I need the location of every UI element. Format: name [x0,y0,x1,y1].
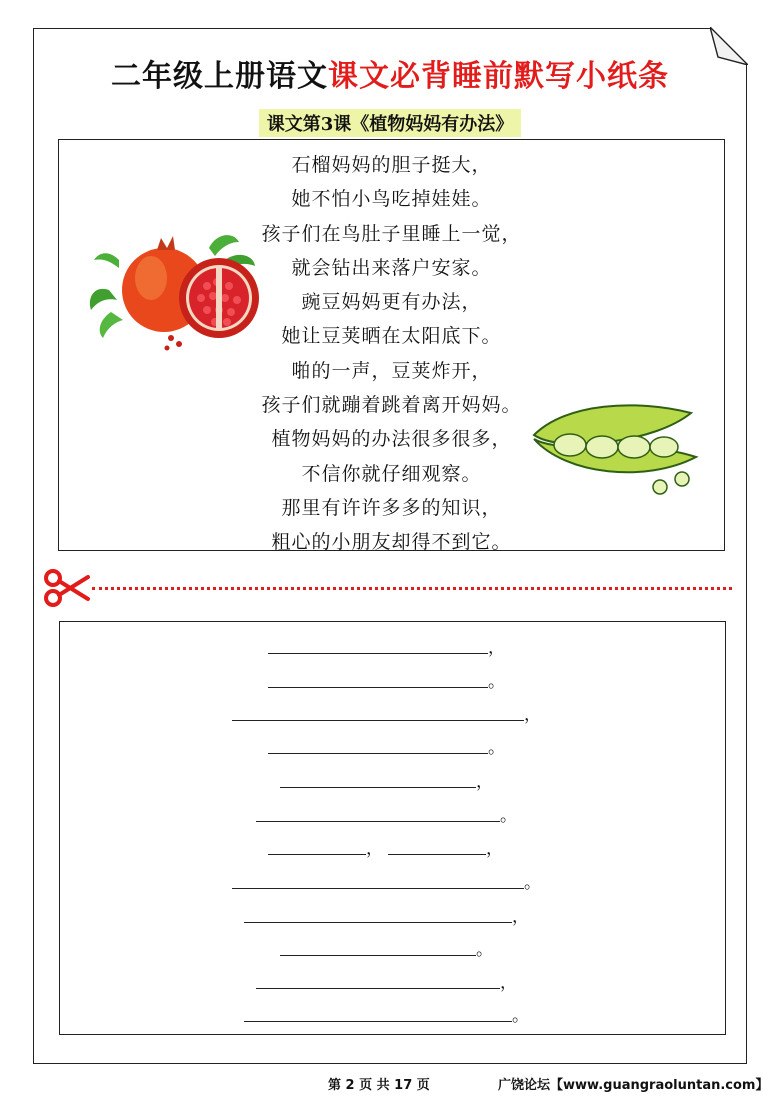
poem-line: 她不怕小鸟吃掉娃娃。 [291,188,492,211]
blank-line-7a[interactable] [268,854,366,855]
site-credit: 广饶论坛【www.guangraoluntan.com】 [498,1078,769,1093]
poem-line: 就会钻出来落户安家。 [291,256,492,279]
poem-box [58,139,725,554]
blank-line-6[interactable] [256,821,500,822]
page-number: 第 2 页 共 17 页 [328,1078,430,1093]
poem-line: 植物妈妈的办法很多很多， [271,428,512,451]
lesson-subtitle-row [34,109,746,137]
punctuation-mark: ， [488,638,505,658]
poem-line: 啪的一声，豆荚炸开， [291,359,492,382]
pea-pod-illustration [526,395,706,515]
punctuation-mark: ， [366,839,383,859]
blank-line-1[interactable] [268,653,488,654]
blank-line-7b[interactable] [388,854,486,855]
punctuation-mark: 。 [476,940,493,960]
poem-line: 孩子们就蹦着跳着离开妈妈。 [261,394,522,417]
punctuation-mark: 。 [488,672,505,692]
worksheet-sheet [33,28,747,1064]
blank-line-9[interactable] [244,922,512,923]
title-topic-part: 课文必背睡前默写小纸条 [328,59,669,94]
poem-line: 石榴妈妈的胆子挺大， [291,154,492,176]
blank-line-11[interactable] [256,988,500,989]
poem-line: 孩子们在鸟肚子里睡上一觉， [261,222,522,245]
page-title [34,51,746,95]
punctuation-mark: ， [512,907,529,927]
poem-line: 豌豆妈妈更有办法， [301,291,482,314]
scissors-icon [44,569,90,607]
blank-line-4[interactable] [268,753,488,754]
blank-line-12[interactable] [244,1021,512,1022]
dotted-cut-line [92,587,732,590]
pomegranate-illustration [89,220,269,360]
punctuation-mark: ， [500,973,517,993]
punctuation-mark: ， [476,772,493,792]
blank-line-8[interactable] [232,888,524,889]
punctuation-mark: ， [486,839,503,859]
punctuation-mark: 。 [500,806,517,826]
poem-line: 粗心的小朋友却得不到它。 [271,531,512,554]
poem-line: 那里有许许多多的知识， [281,496,502,519]
punctuation-mark: ， [524,705,541,725]
cut-line [44,569,744,609]
title-grade-part: 二年级上册语文 [111,59,328,94]
blank-line-5[interactable] [280,787,476,788]
punctuation-mark: 。 [512,1006,529,1026]
poem-line: 不信你就仔细观察。 [301,462,482,485]
punctuation-mark: 。 [524,873,541,893]
blank-line-2[interactable] [268,687,488,688]
lesson-subtitle: 课文第3课《植物妈妈有办法》 [259,109,522,137]
blank-line-10[interactable] [280,955,476,956]
punctuation-mark: 。 [488,738,505,758]
dictation-answer-box [59,621,726,1035]
blank-line-3[interactable] [232,720,524,721]
poem-line: 她让豆荚晒在太阳底下。 [281,325,502,348]
